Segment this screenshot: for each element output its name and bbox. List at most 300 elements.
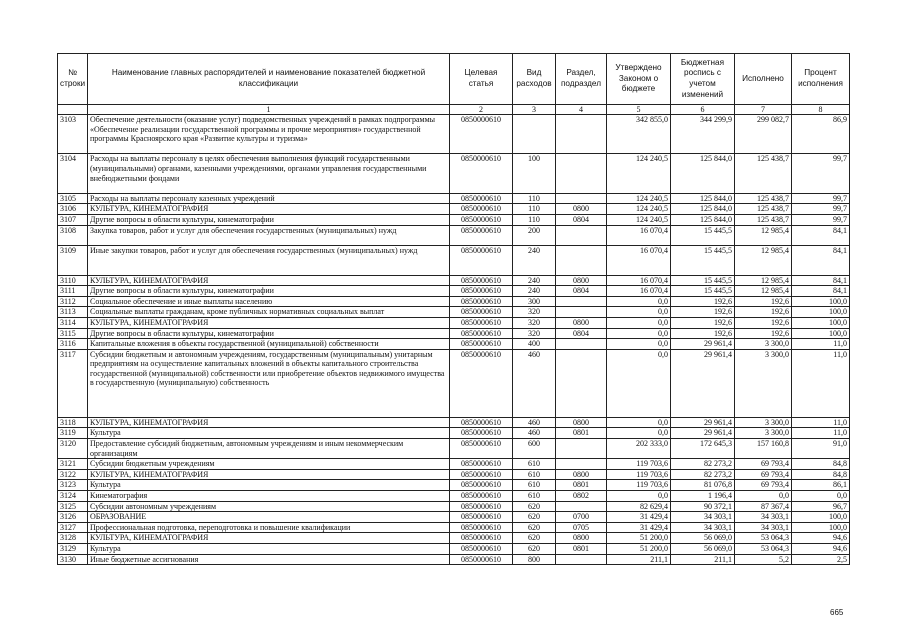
row-target-article: 0850000610 (450, 286, 513, 297)
row-executed-value: 69 793,4 (735, 459, 792, 470)
row-number: 3129 (58, 544, 88, 555)
table-row (58, 154, 850, 193)
row-expense-type: 110 (513, 214, 556, 225)
row-percent-value: 99,7 (792, 154, 850, 193)
row-target-article: 0850000610 (450, 533, 513, 544)
row-expense-type: 320 (513, 317, 556, 328)
row-expense-type: 240 (513, 275, 556, 286)
row-approved-value: 51 200,0 (607, 544, 671, 555)
row-approved-value: 124 240,5 (607, 204, 671, 215)
row-budget-value: 15 445,5 (671, 245, 735, 275)
row-section (556, 115, 607, 154)
row-approved-value: 16 070,4 (607, 286, 671, 297)
table-row (58, 428, 850, 439)
row-approved-value: 119 703,6 (607, 459, 671, 470)
row-executed-value: 53 064,3 (735, 544, 792, 555)
row-number: 3116 (58, 339, 88, 350)
row-percent-value: 84,8 (792, 469, 850, 480)
row-section: 0800 (556, 275, 607, 286)
row-name: Субсидии бюджетным и автономным учреждениям, государственным (муниципальным) унитарным предприятиям на осуществление капитальных вложений в объекты капитального строительства государственной (муниципальной) собственности или приобретение объектов недвижимого имущества в государственную (муниципальную) собственность (88, 349, 450, 417)
row-name: КУЛЬТУРА, КИНЕМАТОГРАФИЯ (88, 317, 450, 328)
budget-table (57, 53, 850, 565)
row-number: 3122 (58, 469, 88, 480)
row-target-article: 0850000610 (450, 296, 513, 307)
row-name: Расходы на выплаты персоналу в целях обеспечения выполнения функций государственными (муниципальными) органами, казенными учреждениями, органами управления государственными внебюджетными фондами (88, 154, 450, 193)
row-name: Культура (88, 428, 450, 439)
table-row (58, 349, 850, 417)
row-expense-type: 610 (513, 491, 556, 502)
row-executed-value: 192,6 (735, 317, 792, 328)
row-approved-value: 0,0 (607, 317, 671, 328)
row-expense-type: 320 (513, 307, 556, 318)
row-name: Расходы на выплаты персоналу казенных учреждений (88, 193, 450, 204)
table-row (58, 214, 850, 225)
row-number: 3109 (58, 245, 88, 275)
row-number: 3112 (58, 296, 88, 307)
row-budget-value: 192,6 (671, 307, 735, 318)
row-section: 0804 (556, 286, 607, 297)
row-name: Социальные выплаты гражданам, кроме публичных нормативных социальных выплат (88, 307, 450, 318)
row-section (556, 459, 607, 470)
row-budget-value: 15 445,5 (671, 286, 735, 297)
row-budget-value: 15 445,5 (671, 275, 735, 286)
row-budget-value: 125 844,0 (671, 154, 735, 193)
row-number: 3127 (58, 522, 88, 533)
header-name: Наименование главных распорядителей и наименование показателей бюджетной классификации (88, 54, 450, 105)
row-approved-value: 124 240,5 (607, 193, 671, 204)
row-section: 0800 (556, 469, 607, 480)
row-percent-value: 100,0 (792, 522, 850, 533)
row-percent-value: 84,1 (792, 245, 850, 275)
row-percent-value: 99,7 (792, 214, 850, 225)
row-executed-value: 69 793,4 (735, 469, 792, 480)
row-approved-value: 124 240,5 (607, 154, 671, 193)
row-section (556, 339, 607, 350)
row-target-article: 0850000610 (450, 512, 513, 523)
header-budget-schedule: Бюджетная роспись с учетом изменений (671, 54, 735, 105)
row-percent-value: 100,0 (792, 512, 850, 523)
row-target-article: 0850000610 (450, 428, 513, 439)
row-section: 0801 (556, 544, 607, 555)
row-expense-type: 610 (513, 469, 556, 480)
row-expense-type: 620 (513, 522, 556, 533)
row-expense-type (513, 115, 556, 154)
row-approved-value: 31 429,4 (607, 512, 671, 523)
row-section: 0801 (556, 480, 607, 491)
header-section: Раздел, подраздел (556, 54, 607, 105)
table-row (58, 225, 850, 245)
row-executed-value: 0,0 (735, 491, 792, 502)
table-row (58, 193, 850, 204)
row-target-article: 0850000610 (450, 328, 513, 339)
row-number: 3119 (58, 428, 88, 439)
row-target-article: 0850000610 (450, 349, 513, 417)
table-row (58, 286, 850, 297)
row-budget-value: 192,6 (671, 328, 735, 339)
row-executed-value: 3 300,0 (735, 339, 792, 350)
row-budget-value: 125 844,0 (671, 204, 735, 215)
row-expense-type: 100 (513, 154, 556, 193)
row-number: 3130 (58, 554, 88, 565)
row-executed-value: 69 793,4 (735, 480, 792, 491)
row-expense-type: 110 (513, 204, 556, 215)
row-budget-value: 172 645,3 (671, 439, 735, 459)
table-row (58, 533, 850, 544)
row-section (556, 349, 607, 417)
row-name: Иные бюджетные ассигнования (88, 554, 450, 565)
row-budget-value: 211,1 (671, 554, 735, 565)
row-section (556, 501, 607, 512)
row-name: КУЛЬТУРА, КИНЕМАТОГРАФИЯ (88, 469, 450, 480)
row-target-article: 0850000610 (450, 439, 513, 459)
row-number: 3105 (58, 193, 88, 204)
row-name: Субсидии бюджетным учреждениям (88, 459, 450, 470)
row-section (556, 439, 607, 459)
row-number: 3107 (58, 214, 88, 225)
row-executed-value: 34 303,1 (735, 512, 792, 523)
row-approved-value: 16 070,4 (607, 275, 671, 286)
row-expense-type: 610 (513, 480, 556, 491)
row-name: ОБРАЗОВАНИЕ (88, 512, 450, 523)
row-percent-value: 100,0 (792, 307, 850, 318)
row-approved-value: 82 629,4 (607, 501, 671, 512)
row-section: 0802 (556, 491, 607, 502)
row-name: Субсидии автономным учреждениям (88, 501, 450, 512)
row-expense-type: 600 (513, 439, 556, 459)
row-number: 3111 (58, 286, 88, 297)
row-name: Культура (88, 480, 450, 491)
row-executed-value: 34 303,1 (735, 522, 792, 533)
row-percent-value: 91,0 (792, 439, 850, 459)
table-row (58, 307, 850, 318)
row-approved-value: 16 070,4 (607, 245, 671, 275)
table-row (58, 417, 850, 428)
row-budget-value: 29 961,4 (671, 417, 735, 428)
row-percent-value: 100,0 (792, 317, 850, 328)
row-expense-type: 240 (513, 245, 556, 275)
row-expense-type: 620 (513, 501, 556, 512)
row-percent-value: 0,0 (792, 491, 850, 502)
row-number: 3123 (58, 480, 88, 491)
row-budget-value: 29 961,4 (671, 428, 735, 439)
row-executed-value: 192,6 (735, 328, 792, 339)
row-budget-value: 56 069,0 (671, 533, 735, 544)
row-number: 3117 (58, 349, 88, 417)
row-percent-value: 11,0 (792, 349, 850, 417)
row-approved-value: 0,0 (607, 417, 671, 428)
table-row (58, 339, 850, 350)
row-budget-value: 192,6 (671, 317, 735, 328)
row-approved-value: 202 333,0 (607, 439, 671, 459)
row-percent-value: 84,1 (792, 225, 850, 245)
column-number-row (58, 105, 850, 115)
row-budget-value: 15 445,5 (671, 225, 735, 245)
row-executed-value: 125 438,7 (735, 214, 792, 225)
table-body (58, 115, 850, 565)
row-percent-value: 84,8 (792, 459, 850, 470)
row-section (556, 307, 607, 318)
row-name: Обеспечение деятельности (оказание услуг) подведомственных учреждений в рамках подпрограммы «Обеспечение реализации государственной программы и прочие мероприятия» государственной программы Красноярского края «Развитие культуры и туризма» (88, 115, 450, 154)
row-executed-value: 12 985,4 (735, 245, 792, 275)
row-percent-value: 11,0 (792, 417, 850, 428)
table-row (58, 275, 850, 286)
row-target-article: 0850000610 (450, 193, 513, 204)
row-budget-value: 82 273,2 (671, 469, 735, 480)
row-name: КУЛЬТУРА, КИНЕМАТОГРАФИЯ (88, 417, 450, 428)
table-row (58, 459, 850, 470)
row-percent-value: 2,5 (792, 554, 850, 565)
page-number: 665 (830, 608, 844, 617)
row-approved-value: 16 070,4 (607, 225, 671, 245)
row-target-article: 0850000610 (450, 154, 513, 193)
row-name: КУЛЬТУРА, КИНЕМАТОГРАФИЯ (88, 204, 450, 215)
row-target-article: 0850000610 (450, 544, 513, 555)
row-name: Капитальные вложения в объекты государственной (муниципальной) собственности (88, 339, 450, 350)
table-row (58, 480, 850, 491)
table-row (58, 328, 850, 339)
row-percent-value: 84,1 (792, 275, 850, 286)
table-row (58, 245, 850, 275)
row-target-article: 0850000610 (450, 469, 513, 480)
row-section (556, 225, 607, 245)
row-target-article: 0850000610 (450, 522, 513, 533)
row-percent-value: 86,9 (792, 115, 850, 154)
row-executed-value: 3 300,0 (735, 349, 792, 417)
row-expense-type: 460 (513, 349, 556, 417)
row-expense-type: 620 (513, 512, 556, 523)
row-budget-value: 34 303,1 (671, 512, 735, 523)
column-number: 3 (513, 105, 556, 115)
row-name: Предоставление субсидий бюджетным, автономным учреждениям и иным некоммерческим организациям (88, 439, 450, 459)
row-approved-value: 119 703,6 (607, 469, 671, 480)
row-executed-value: 125 438,7 (735, 154, 792, 193)
header-row-number: № строки (58, 54, 88, 105)
row-number: 3115 (58, 328, 88, 339)
row-number: 3104 (58, 154, 88, 193)
row-section (556, 154, 607, 193)
row-target-article: 0850000610 (450, 491, 513, 502)
row-executed-value: 125 438,7 (735, 204, 792, 215)
row-number: 3124 (58, 491, 88, 502)
row-percent-value: 99,7 (792, 204, 850, 215)
row-section: 0700 (556, 512, 607, 523)
row-target-article: 0850000610 (450, 417, 513, 428)
row-section: 0800 (556, 204, 607, 215)
row-executed-value: 12 985,4 (735, 275, 792, 286)
row-expense-type: 400 (513, 339, 556, 350)
column-number: 2 (450, 105, 513, 115)
row-approved-value: 31 429,4 (607, 522, 671, 533)
row-number: 3108 (58, 225, 88, 245)
row-section: 0804 (556, 328, 607, 339)
row-name: Профессиональная подготовка, переподготовка и повышение квалификации (88, 522, 450, 533)
row-percent-value: 94,6 (792, 533, 850, 544)
row-executed-value: 3 300,0 (735, 428, 792, 439)
row-name: Социальное обеспечение и иные выплаты населению (88, 296, 450, 307)
row-section: 0800 (556, 317, 607, 328)
row-expense-type: 620 (513, 544, 556, 555)
table-row (58, 469, 850, 480)
row-expense-type: 300 (513, 296, 556, 307)
row-expense-type: 110 (513, 193, 556, 204)
row-budget-value: 192,6 (671, 296, 735, 307)
row-name: Другие вопросы в области культуры, кинематографии (88, 286, 450, 297)
row-executed-value: 3 300,0 (735, 417, 792, 428)
column-number: 7 (735, 105, 792, 115)
row-budget-value: 125 844,0 (671, 193, 735, 204)
row-executed-value: 5,2 (735, 554, 792, 565)
table-row (58, 317, 850, 328)
row-expense-type: 800 (513, 554, 556, 565)
row-budget-value: 56 069,0 (671, 544, 735, 555)
row-approved-value: 124 240,5 (607, 214, 671, 225)
row-executed-value: 125 438,7 (735, 193, 792, 204)
table-row (58, 115, 850, 154)
column-number (58, 105, 88, 115)
row-budget-value: 81 076,8 (671, 480, 735, 491)
row-executed-value: 157 160,8 (735, 439, 792, 459)
row-executed-value: 12 985,4 (735, 286, 792, 297)
row-target-article: 0850000610 (450, 317, 513, 328)
row-number: 3120 (58, 439, 88, 459)
table-header (58, 54, 850, 115)
row-target-article: 0850000610 (450, 459, 513, 470)
header-executed: Исполнено (735, 54, 792, 105)
row-budget-value: 90 372,1 (671, 501, 735, 512)
row-name: Иные закупки товаров, работ и услуг для обеспечения государственных (муниципальных) нужд (88, 245, 450, 275)
row-budget-value: 34 303,1 (671, 522, 735, 533)
row-target-article: 0850000610 (450, 115, 513, 154)
row-target-article: 0850000610 (450, 204, 513, 215)
table-row (58, 439, 850, 459)
row-approved-value: 0,0 (607, 339, 671, 350)
row-approved-value: 0,0 (607, 428, 671, 439)
row-number: 3126 (58, 512, 88, 523)
row-section (556, 193, 607, 204)
row-target-article: 0850000610 (450, 554, 513, 565)
row-number: 3114 (58, 317, 88, 328)
row-section (556, 296, 607, 307)
row-executed-value: 299 082,7 (735, 115, 792, 154)
row-name: КУЛЬТУРА, КИНЕМАТОГРАФИЯ (88, 533, 450, 544)
table-row (58, 512, 850, 523)
row-budget-value: 1 196,4 (671, 491, 735, 502)
row-name: КУЛЬТУРА, КИНЕМАТОГРАФИЯ (88, 275, 450, 286)
row-executed-value: 12 985,4 (735, 225, 792, 245)
column-number: 5 (607, 105, 671, 115)
row-executed-value: 192,6 (735, 296, 792, 307)
row-budget-value: 82 273,2 (671, 459, 735, 470)
row-target-article: 0850000610 (450, 225, 513, 245)
row-number: 3118 (58, 417, 88, 428)
row-executed-value: 53 064,3 (735, 533, 792, 544)
row-approved-value: 211,1 (607, 554, 671, 565)
row-name: Другие вопросы в области культуры, кинематографии (88, 328, 450, 339)
row-expense-type: 200 (513, 225, 556, 245)
column-number: 6 (671, 105, 735, 115)
row-approved-value: 342 855,0 (607, 115, 671, 154)
table-row (58, 522, 850, 533)
row-section: 0800 (556, 533, 607, 544)
row-target-article: 0850000610 (450, 480, 513, 491)
row-percent-value: 11,0 (792, 339, 850, 350)
row-number: 3125 (58, 501, 88, 512)
row-target-article: 0850000610 (450, 245, 513, 275)
row-executed-value: 87 367,4 (735, 501, 792, 512)
row-number: 3106 (58, 204, 88, 215)
row-number: 3128 (58, 533, 88, 544)
header-expense-type: Вид расходов (513, 54, 556, 105)
row-target-article: 0850000610 (450, 501, 513, 512)
table-row (58, 296, 850, 307)
row-expense-type: 320 (513, 328, 556, 339)
row-percent-value: 84,1 (792, 286, 850, 297)
row-name: Кинематография (88, 491, 450, 502)
row-target-article: 0850000610 (450, 275, 513, 286)
row-section: 0801 (556, 428, 607, 439)
row-number: 3103 (58, 115, 88, 154)
row-section: 0800 (556, 417, 607, 428)
row-approved-value: 0,0 (607, 307, 671, 318)
row-budget-value: 29 961,4 (671, 339, 735, 350)
table-row (58, 204, 850, 215)
row-approved-value: 119 703,6 (607, 480, 671, 491)
row-section: 0705 (556, 522, 607, 533)
row-approved-value: 0,0 (607, 349, 671, 417)
row-name: Закупка товаров, работ и услуг для обеспечения государственных (муниципальных) нужд (88, 225, 450, 245)
row-percent-value: 100,0 (792, 296, 850, 307)
row-approved-value: 0,0 (607, 296, 671, 307)
row-percent-value: 100,0 (792, 328, 850, 339)
row-budget-value: 29 961,4 (671, 349, 735, 417)
row-number: 3113 (58, 307, 88, 318)
table-row (58, 491, 850, 502)
row-number: 3110 (58, 275, 88, 286)
row-approved-value: 0,0 (607, 328, 671, 339)
row-section (556, 554, 607, 565)
row-expense-type: 460 (513, 428, 556, 439)
table-row (58, 501, 850, 512)
row-approved-value: 51 200,0 (607, 533, 671, 544)
header-target-article: Целевая статья (450, 54, 513, 105)
header-percent: Процент исполнения (792, 54, 850, 105)
row-expense-type: 460 (513, 417, 556, 428)
row-expense-type: 610 (513, 459, 556, 470)
table-row (58, 554, 850, 565)
row-expense-type: 240 (513, 286, 556, 297)
row-name: Другие вопросы в области культуры, кинематографии (88, 214, 450, 225)
row-section: 0804 (556, 214, 607, 225)
row-percent-value: 94,6 (792, 544, 850, 555)
row-section (556, 245, 607, 275)
row-target-article: 0850000610 (450, 307, 513, 318)
row-budget-value: 125 844,0 (671, 214, 735, 225)
header-approved: Утверждено Законом о бюджете (607, 54, 671, 105)
column-number: 1 (88, 105, 450, 115)
table-row (58, 544, 850, 555)
column-number: 8 (792, 105, 850, 115)
row-executed-value: 192,6 (735, 307, 792, 318)
row-name: Культура (88, 544, 450, 555)
column-number: 4 (556, 105, 607, 115)
row-target-article: 0850000610 (450, 339, 513, 350)
row-approved-value: 0,0 (607, 491, 671, 502)
row-number: 3121 (58, 459, 88, 470)
row-percent-value: 96,7 (792, 501, 850, 512)
row-percent-value: 11,0 (792, 428, 850, 439)
row-percent-value: 86,1 (792, 480, 850, 491)
row-percent-value: 99,7 (792, 193, 850, 204)
